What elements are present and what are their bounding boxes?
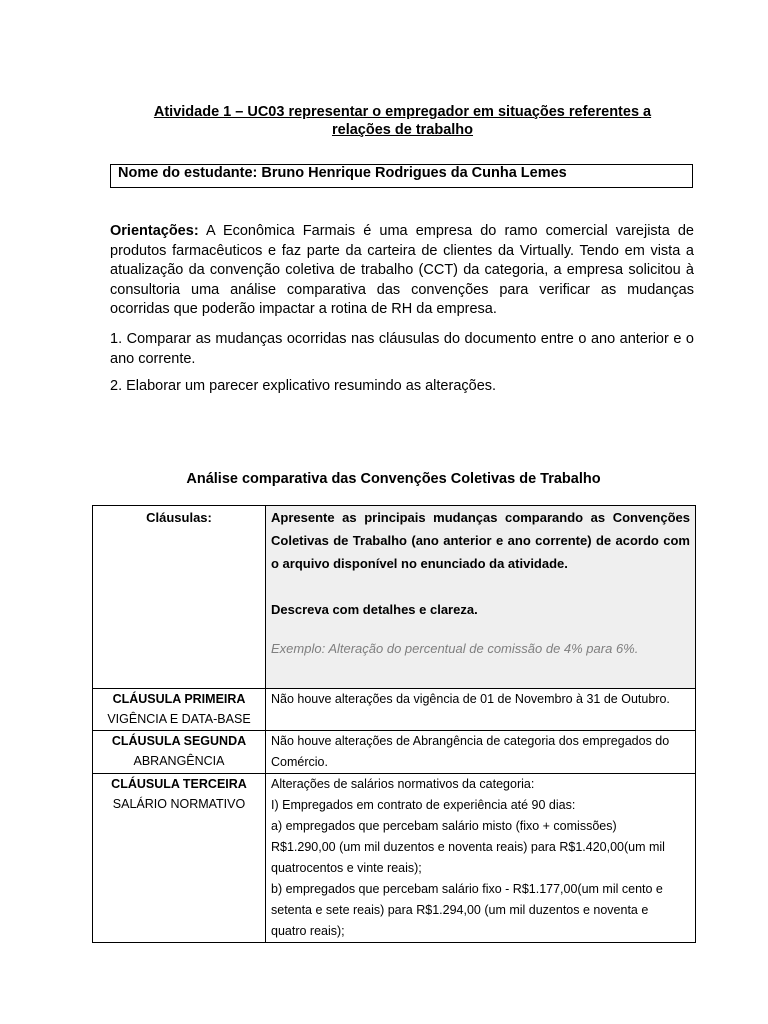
- description-line: quatrocentos e vinte reais);: [271, 861, 422, 875]
- description-line: I) Empregados em contrato de experiência até 90 dias:: [271, 798, 576, 812]
- description-line: setenta e sete reais) para R$1.294,00 (um mil duzentos e noventa e: [271, 903, 649, 917]
- instructions-paragraph: [110, 222, 694, 320]
- comparison-table: [92, 505, 696, 943]
- clause-name: CLÁUSULA PRIMEIRA: [112, 692, 246, 706]
- student-name: Nome do estudante: Bruno Henrique Rodrigues da Cunha Lemes: [118, 165, 567, 181]
- description-line: R$1.290,00 (um mil duzentos e noventa reais) para R$1.420,00(um mil: [271, 840, 665, 854]
- clause-subtitle: SALÁRIO NORMATIVO: [112, 797, 246, 811]
- header-instructions: [266, 506, 696, 689]
- clause-name: CLÁUSULA TERCEIRA: [111, 777, 247, 791]
- table-row: [93, 731, 696, 774]
- student-name-box: [110, 164, 693, 188]
- table-row: [93, 774, 696, 943]
- clause-description: [266, 774, 696, 943]
- description-line: Não houve alterações da vigência de 01 de Novembro à 31 de Outubro.: [271, 692, 670, 706]
- description-line: b) empregados que percebam salário fixo - R$1.177,00(um mil cento e: [271, 882, 663, 896]
- instructions-label: Orientações:: [110, 223, 199, 239]
- title-line-1: Atividade 1 – UC03 representar o empregador em situações referentes a: [153, 104, 652, 120]
- clause-name: CLÁUSULA SEGUNDA: [111, 734, 247, 748]
- clause-subtitle: VIGÊNCIA E DATA-BASE: [107, 712, 251, 726]
- table-title: Análise comparativa das Convenções Coletivas de Trabalho: [186, 471, 601, 487]
- table-header-row: [93, 506, 696, 689]
- step-1: 1. Comparar as mudanças ocorridas nas cláusulas do documento entre o ano anterior e o ano corrente.: [110, 331, 694, 367]
- header-clauses: Cláusulas:: [93, 506, 266, 689]
- clause-cell: [93, 731, 266, 774]
- description-line: Não houve alterações de Abrangência de categoria dos empregados do Comércio.: [271, 734, 670, 769]
- table-row: [93, 689, 696, 731]
- document-title: [110, 103, 695, 139]
- description-line: a) empregados que percebam salário misto (fixo + comissões): [271, 819, 617, 833]
- header-example: Exemplo: Alteração do percentual de comissão de 4% para 6%.: [271, 641, 639, 656]
- title-line-2: relações de trabalho: [331, 122, 474, 138]
- header-question: Apresente as principais mudanças comparando as Convenções Coletivas de Trabalho (ano anterior e ano corrente) de acordo com o arquivo disponível no enunciado da atividade.: [271, 510, 690, 571]
- step-2: 2. Elaborar um parecer explicativo resumindo as alterações.: [110, 378, 497, 394]
- clause-description: [266, 689, 696, 731]
- header-detail-instruction: Descreva com detalhes e clareza.: [271, 602, 478, 617]
- clause-cell: [93, 774, 266, 943]
- clause-description: [266, 731, 696, 774]
- instructions-text: A Econômica Farmais é uma empresa do ramo comercial varejista de produtos farmacêuticos e faz parte da carteira de clientes da Virtually. Tendo em vista a atualização da convenção coletiva de trabalho (CCT) da categoria, a empresa solicitou à consultoria uma análise comparativa das convenções para verificar as mudanças ocorridas que poderão impactar a rotina de RH da empresa.: [110, 223, 694, 318]
- description-line: quatro reais);: [271, 924, 345, 938]
- description-line: Alterações de salários normativos da categoria:: [271, 777, 535, 791]
- clause-subtitle: ABRANGÊNCIA: [133, 754, 225, 768]
- clause-cell: [93, 689, 266, 731]
